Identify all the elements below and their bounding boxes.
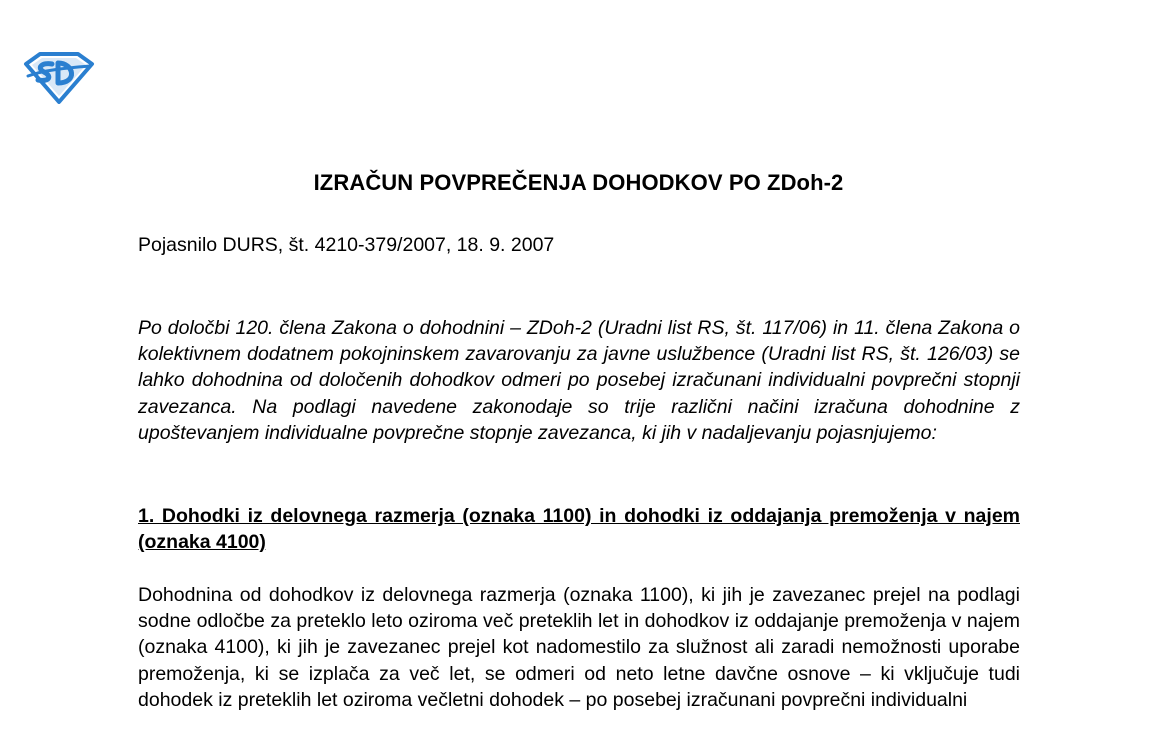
document-subtitle: Pojasnilo DURS, št. 4210-379/2007, 18. 9. 2007 bbox=[138, 234, 555, 256]
intro-paragraph: Po določbi 120. člena Zakona o dohodnini – ZDoh-2 (Uradni list RS, št. 117/06) in 11. člena Zakona o kolektivnem dodatnem pokojninskem zavarovanju za javne uslužbence (Uradni list RS, št. 126/03) se lahko dohodnina od določenih dohodkov odmeri po posebej izračunani individualni povprečni stopnji zavezanca. Na podlagi navedene zakonodaje so trije različni načini izračuna dohodnine z upoštevanjem individualne povprečne stopnje zavezanca, ki jih v nadaljevanju pojasnjujemo: bbox=[138, 317, 1020, 444]
section-1-heading: 1. Dohodki iz delovnega razmerja (oznaka 1100) in dohodki iz oddajanja premoženja v najem (oznaka 4100) bbox=[138, 505, 1020, 554]
sd-logo-icon bbox=[22, 50, 96, 104]
section-1-paragraph: Dohodnina od dohodkov iz delovnega razmerja (oznaka 1100), ki jih je zavezanec prejel na podlagi sodne odločbe za preteklo leto oziroma več preteklih let in dohodkov iz oddajanje premoženja v najem (oznaka 4100), ki jih je zavezanec prejel kot nadomestilo za služnost ali zaradi nemožnosti uporabe premoženja, ki se izplača za več let, se odmeri od neto letne davčne osnove – ki vključuje tudi dohodek iz preteklih let oziroma večletni dohodek – po posebej izračunani povprečni individualni bbox=[138, 584, 1020, 711]
document-title: IZRAČUN POVPREČENJA DOHODKOV PO ZDoh-2 bbox=[313, 170, 844, 195]
